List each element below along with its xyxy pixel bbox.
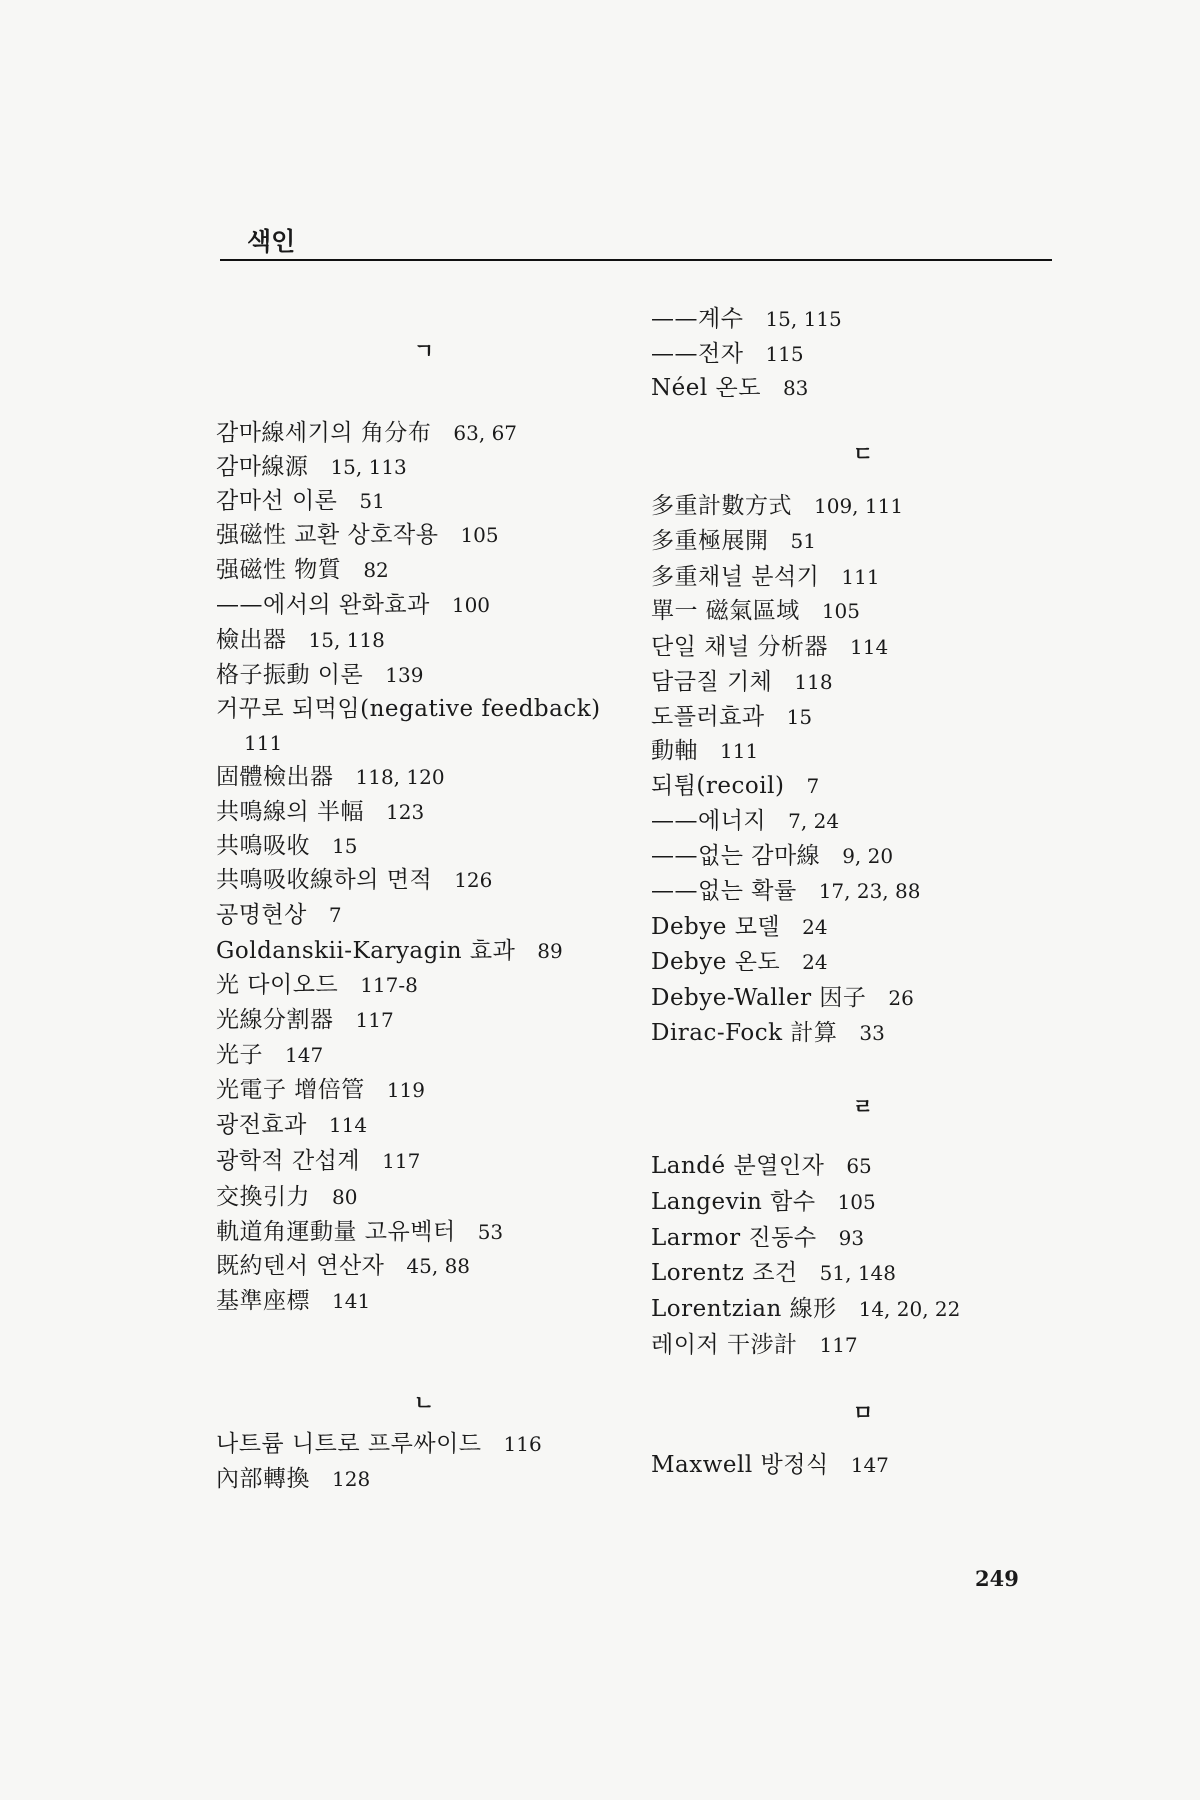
index-term: Lorentz 조건	[651, 1260, 798, 1286]
index-pages: 105	[821, 599, 860, 623]
index-term: Debye-Waller 因子	[651, 985, 867, 1011]
index-entry	[651, 947, 828, 977]
index-entry	[216, 694, 623, 724]
index-pages: 9, 20	[842, 844, 894, 868]
index-entry	[651, 912, 828, 942]
index-entry	[216, 1075, 425, 1105]
index-pages: 117	[355, 1008, 394, 1032]
index-entry	[651, 771, 819, 801]
index-pages: 51, 148	[819, 1261, 896, 1285]
index-entry	[216, 936, 563, 966]
index-entry	[244, 728, 282, 758]
index-pages: 114	[850, 635, 889, 659]
index-entry	[651, 562, 880, 592]
index-term: 光線分割器	[216, 1007, 334, 1033]
index-entry	[216, 1286, 370, 1316]
index-pages: 63, 67	[453, 421, 518, 445]
index-pages: 109, 111	[814, 494, 904, 518]
index-pages: 15	[332, 834, 358, 858]
index-pages: 93	[838, 1226, 865, 1250]
index-entry	[651, 1223, 864, 1253]
index-entry	[651, 596, 860, 626]
index-pages: 111	[841, 565, 880, 589]
index-term: 감마線源	[216, 454, 309, 480]
index-term: Dirac-Fock 計算	[651, 1020, 838, 1046]
index-entry	[216, 831, 357, 861]
index-pages: 7	[328, 903, 342, 927]
index-pages: 33	[859, 1021, 885, 1045]
index-pages: 17, 23, 88	[818, 879, 921, 903]
index-pages: 111	[244, 731, 283, 755]
index-term: 도플러효과	[651, 704, 765, 730]
index-pages: 89	[537, 939, 563, 963]
index-entry	[216, 1005, 394, 1035]
index-term: Debye 모델	[651, 914, 781, 940]
index-entry	[216, 486, 385, 516]
index-pages: 26	[888, 986, 914, 1010]
index-pages: 139	[385, 663, 424, 687]
index-pages: 115	[765, 342, 804, 366]
index-term: Maxwell 방정식	[651, 1452, 829, 1478]
index-term: 强磁性 物質	[216, 557, 342, 583]
index-term: ——에서의 완화효과	[216, 592, 430, 618]
index-pages: 80	[332, 1185, 358, 1209]
index-entry	[651, 526, 816, 556]
index-pages: 7	[806, 774, 820, 798]
index-term: 단일 채널 分析器	[651, 634, 828, 660]
index-term: ——없는 확률	[651, 878, 797, 904]
index-section-heading: ㄱ	[413, 339, 435, 363]
index-entry	[216, 762, 445, 792]
index-pages: 24	[802, 915, 828, 939]
index-entry	[216, 865, 492, 895]
index-entry	[216, 660, 423, 690]
index-pages: 117	[819, 1333, 858, 1357]
index-pages: 141	[332, 1289, 371, 1313]
index-pages: 7, 24	[788, 809, 840, 833]
index-term: 거꾸로 되먹임(negative feedback)	[216, 696, 601, 722]
index-term: 共鳴吸收	[216, 833, 310, 859]
index-pages: 114	[328, 1113, 368, 1137]
index-entry	[216, 555, 389, 585]
index-pages: 51	[359, 489, 385, 513]
index-pages: 147	[850, 1453, 889, 1477]
index-term: 軌道角運動量 고유벡터	[216, 1219, 456, 1245]
index-entry	[216, 1182, 357, 1212]
index-term: Debye 온도	[651, 949, 781, 975]
index-term: 共鳴線의 半幅	[216, 799, 365, 825]
index-term: Néel 온도	[651, 375, 761, 401]
index-entry	[216, 625, 385, 655]
index-pages: 53	[477, 1220, 504, 1244]
index-pages: 147	[285, 1043, 324, 1067]
index-entry	[651, 1187, 876, 1217]
index-term: 多重채널 분석기	[651, 564, 820, 590]
index-entry	[651, 983, 914, 1013]
index-term: ——에너지	[651, 808, 767, 834]
index-pages: 118, 120	[355, 765, 445, 789]
index-section-heading: ㄹ	[852, 1095, 874, 1119]
index-term: 광전효과	[216, 1112, 307, 1138]
header-rule	[220, 259, 1052, 261]
index-term: 多重計數方式	[651, 493, 792, 519]
index-entry	[216, 1217, 503, 1247]
index-entry	[651, 373, 808, 403]
index-pages: 15	[786, 705, 813, 729]
index-entry	[216, 1146, 420, 1176]
index-pages: 24	[802, 950, 828, 974]
index-term: 共鳴吸收線하의 면적	[216, 867, 433, 893]
index-term: 光電子 增倍管	[216, 1077, 365, 1103]
index-entry	[216, 1251, 470, 1281]
index-pages: 128	[332, 1467, 371, 1491]
index-term: 單一 磁氣區域	[651, 598, 800, 624]
index-pages: 126	[454, 868, 493, 892]
index-pages: 123	[386, 800, 425, 824]
index-entry	[651, 491, 903, 521]
index-entry	[651, 1018, 885, 1048]
index-entry	[216, 1429, 542, 1459]
index-entry	[216, 452, 407, 482]
index-term: 광학적 간섭계	[216, 1148, 361, 1174]
index-term: 既約텐서 연산자	[216, 1253, 385, 1279]
index-term: 固體檢出器	[216, 764, 334, 790]
index-pages: 15, 115	[765, 307, 842, 331]
page-number: 249	[975, 1566, 1019, 1591]
index-entry	[216, 797, 424, 827]
index-term: Goldanskii-Karyagin 효과	[216, 938, 516, 964]
index-entry	[651, 736, 758, 766]
index-term: 交換引力	[216, 1184, 310, 1210]
index-entry	[651, 1294, 960, 1324]
index-term: 되튐(recoil)	[651, 773, 785, 799]
index-entry	[216, 900, 342, 930]
index-entry	[651, 667, 833, 697]
index-term: 檢出器	[216, 627, 287, 653]
index-entry	[651, 1258, 896, 1288]
index-pages: 51	[790, 529, 816, 553]
index-entry	[651, 702, 812, 732]
index-term: 格子振動 이론	[216, 662, 364, 688]
index-term: Larmor 진동수	[651, 1225, 817, 1251]
index-entry	[216, 590, 490, 620]
index-term: ——계수	[651, 306, 744, 332]
index-entry	[651, 1330, 858, 1360]
index-section-heading: ㄷ	[852, 442, 874, 466]
index-entry	[651, 876, 920, 906]
index-entry	[651, 632, 888, 662]
index-pages: 117	[382, 1149, 421, 1173]
index-pages: 15, 113	[330, 455, 407, 479]
index-term: 光子	[216, 1042, 263, 1068]
index-entry	[216, 1110, 367, 1140]
index-pages: 45, 88	[406, 1254, 471, 1278]
index-pages: 117-8	[360, 973, 418, 997]
index-term: 담금질 기체	[651, 669, 773, 695]
index-entry	[651, 806, 839, 836]
index-term: 內部轉換	[216, 1466, 310, 1492]
index-term: ——없는 감마線	[651, 843, 821, 869]
index-pages: 14, 20, 22	[858, 1297, 961, 1321]
index-term: Landé 분열인자	[651, 1153, 825, 1179]
page-header-title: 색인	[247, 227, 296, 256]
index-pages: 15, 118	[308, 628, 385, 652]
index-entry	[216, 970, 418, 1000]
index-entry	[651, 304, 842, 334]
index-pages: 105	[837, 1190, 876, 1214]
index-term: 공명현상	[216, 902, 307, 928]
index-entry	[651, 1450, 889, 1480]
index-term: ——전자	[651, 341, 744, 367]
index-term: 多重極展開	[651, 528, 769, 554]
index-pages: 100	[451, 593, 491, 617]
index-pages: 119	[386, 1078, 425, 1102]
index-term: 光 다이오드	[216, 972, 339, 998]
index-pages: 82	[363, 558, 389, 582]
index-pages: 111	[720, 739, 759, 763]
index-term: 감마선 이론	[216, 488, 338, 514]
index-term: 動軸	[651, 738, 698, 764]
index-term: Langevin 함수	[651, 1189, 816, 1215]
index-entry	[651, 339, 804, 369]
index-pages: 116	[503, 1432, 542, 1456]
index-section-heading: ㄴ	[413, 1391, 435, 1415]
index-section-heading: ㅁ	[852, 1401, 874, 1425]
index-entry	[651, 841, 893, 871]
index-entry	[216, 418, 517, 448]
index-entry	[216, 1040, 323, 1070]
index-term: 레이저 干涉計	[651, 1332, 798, 1358]
index-term: Lorentzian 線形	[651, 1296, 837, 1322]
index-pages: 118	[794, 670, 833, 694]
index-entry	[651, 1151, 872, 1181]
index-term: 나트륨 니트로 프루싸이드	[216, 1431, 482, 1457]
index-term: 强磁性 교환 상호작용	[216, 522, 439, 548]
index-pages: 65	[846, 1154, 872, 1178]
index-pages: 105	[460, 523, 499, 547]
index-term: 감마線세기의 角分布	[216, 420, 432, 446]
index-pages: 83	[782, 376, 809, 400]
index-term: 基準座標	[216, 1288, 310, 1314]
index-entry	[216, 520, 499, 550]
index-entry	[216, 1464, 370, 1494]
